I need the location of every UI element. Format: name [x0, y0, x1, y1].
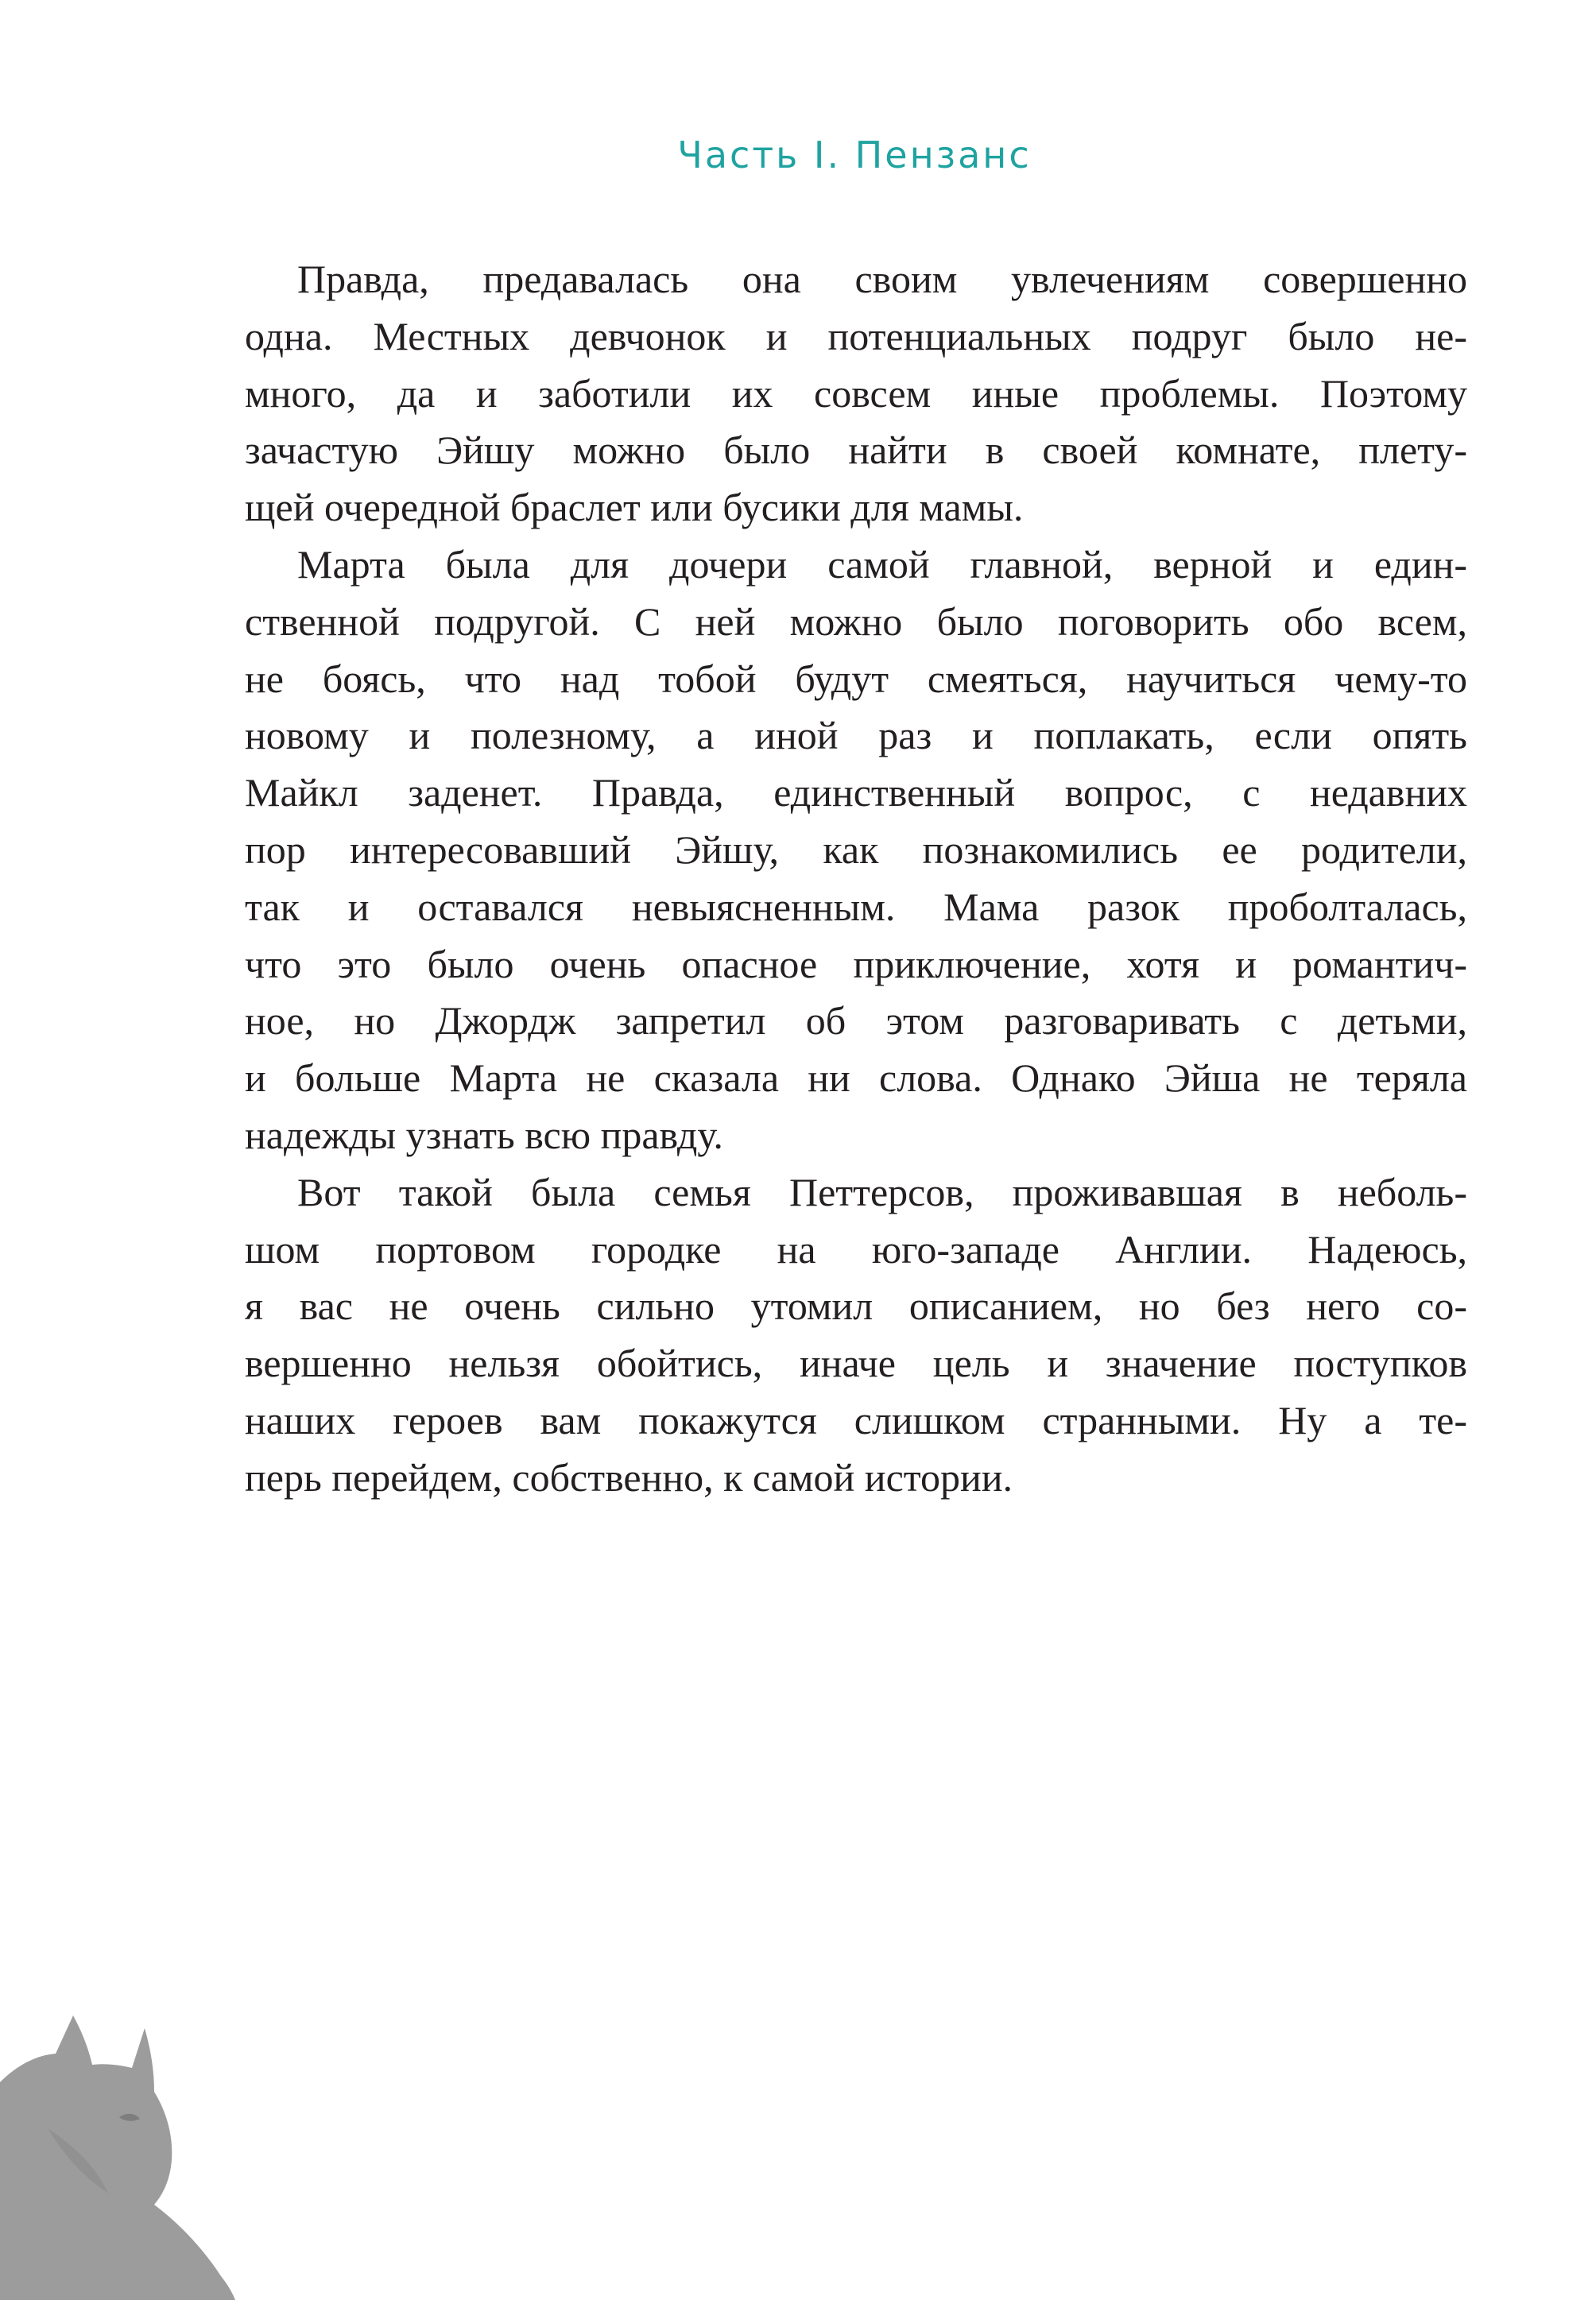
text-line: ное, но Джордж запретил об этом разговаривать с детьми, [245, 998, 1467, 1044]
text-line: щей очередной браслет или бусики для мамы. [245, 485, 1024, 530]
text-line: одна. Местных девчонок и потенциальных подруг было не- [245, 313, 1467, 358]
body-text [245, 251, 1467, 1507]
text-line: зачастую Эйшу можно было найти в своей комнате, плету- [245, 428, 1467, 473]
text-line: ственной подругой. С ней можно было поговорить обо всем, [245, 598, 1467, 644]
text-line: что это было очень опасное приключение, хотя и романтич- [245, 941, 1467, 986]
text-line: перь перейдем, собственно, к самой истории. [245, 1454, 1013, 1500]
text-line: Правда, предавалась она своим увлечениям совершенно [297, 257, 1467, 301]
text-line: шом портовом городке на юго-западе Англии. Надеюсь, [245, 1226, 1467, 1272]
text-line: много, да и заботили их совсем иные проблемы. Поэтому [245, 370, 1467, 416]
text-line: надежды узнать всю правду. [245, 1112, 723, 1157]
text-line: вершенно нельзя обойтись, иначе цель и значение поступков [245, 1341, 1467, 1386]
text-line: пор интересовавший Эйшу, как познакомились ее родители, [245, 827, 1467, 872]
running-head: Часть I. Пензанс [677, 134, 1032, 176]
text-line: наших героев вам покажутся слишком странными. Ну а те- [245, 1397, 1467, 1442]
text-line: Марта была для дочери самой главной, верной и един- [297, 541, 1467, 587]
cat-silhouette-icon [0, 2009, 238, 2300]
text-line: Вот такой была семья Петтерсов, проживавшая в неболь- [297, 1169, 1467, 1214]
text-line: не боясь, что над тобой будут смеяться, научиться чему-то [245, 656, 1467, 701]
text-line: так и оставался невыясненным. Мама разок проболталась, [245, 884, 1467, 929]
text-line: я вас не очень сильно утомил описанием, но без него со- [245, 1284, 1467, 1329]
text-line: Майкл заденет. Правда, единственный вопрос, с недавних [245, 770, 1467, 815]
text-line: и больше Марта не сказала ни слова. Однако Эйша не теряла [245, 1055, 1467, 1101]
text-line: новому и полезному, а иной раз и поплакать, если опять [245, 713, 1467, 758]
